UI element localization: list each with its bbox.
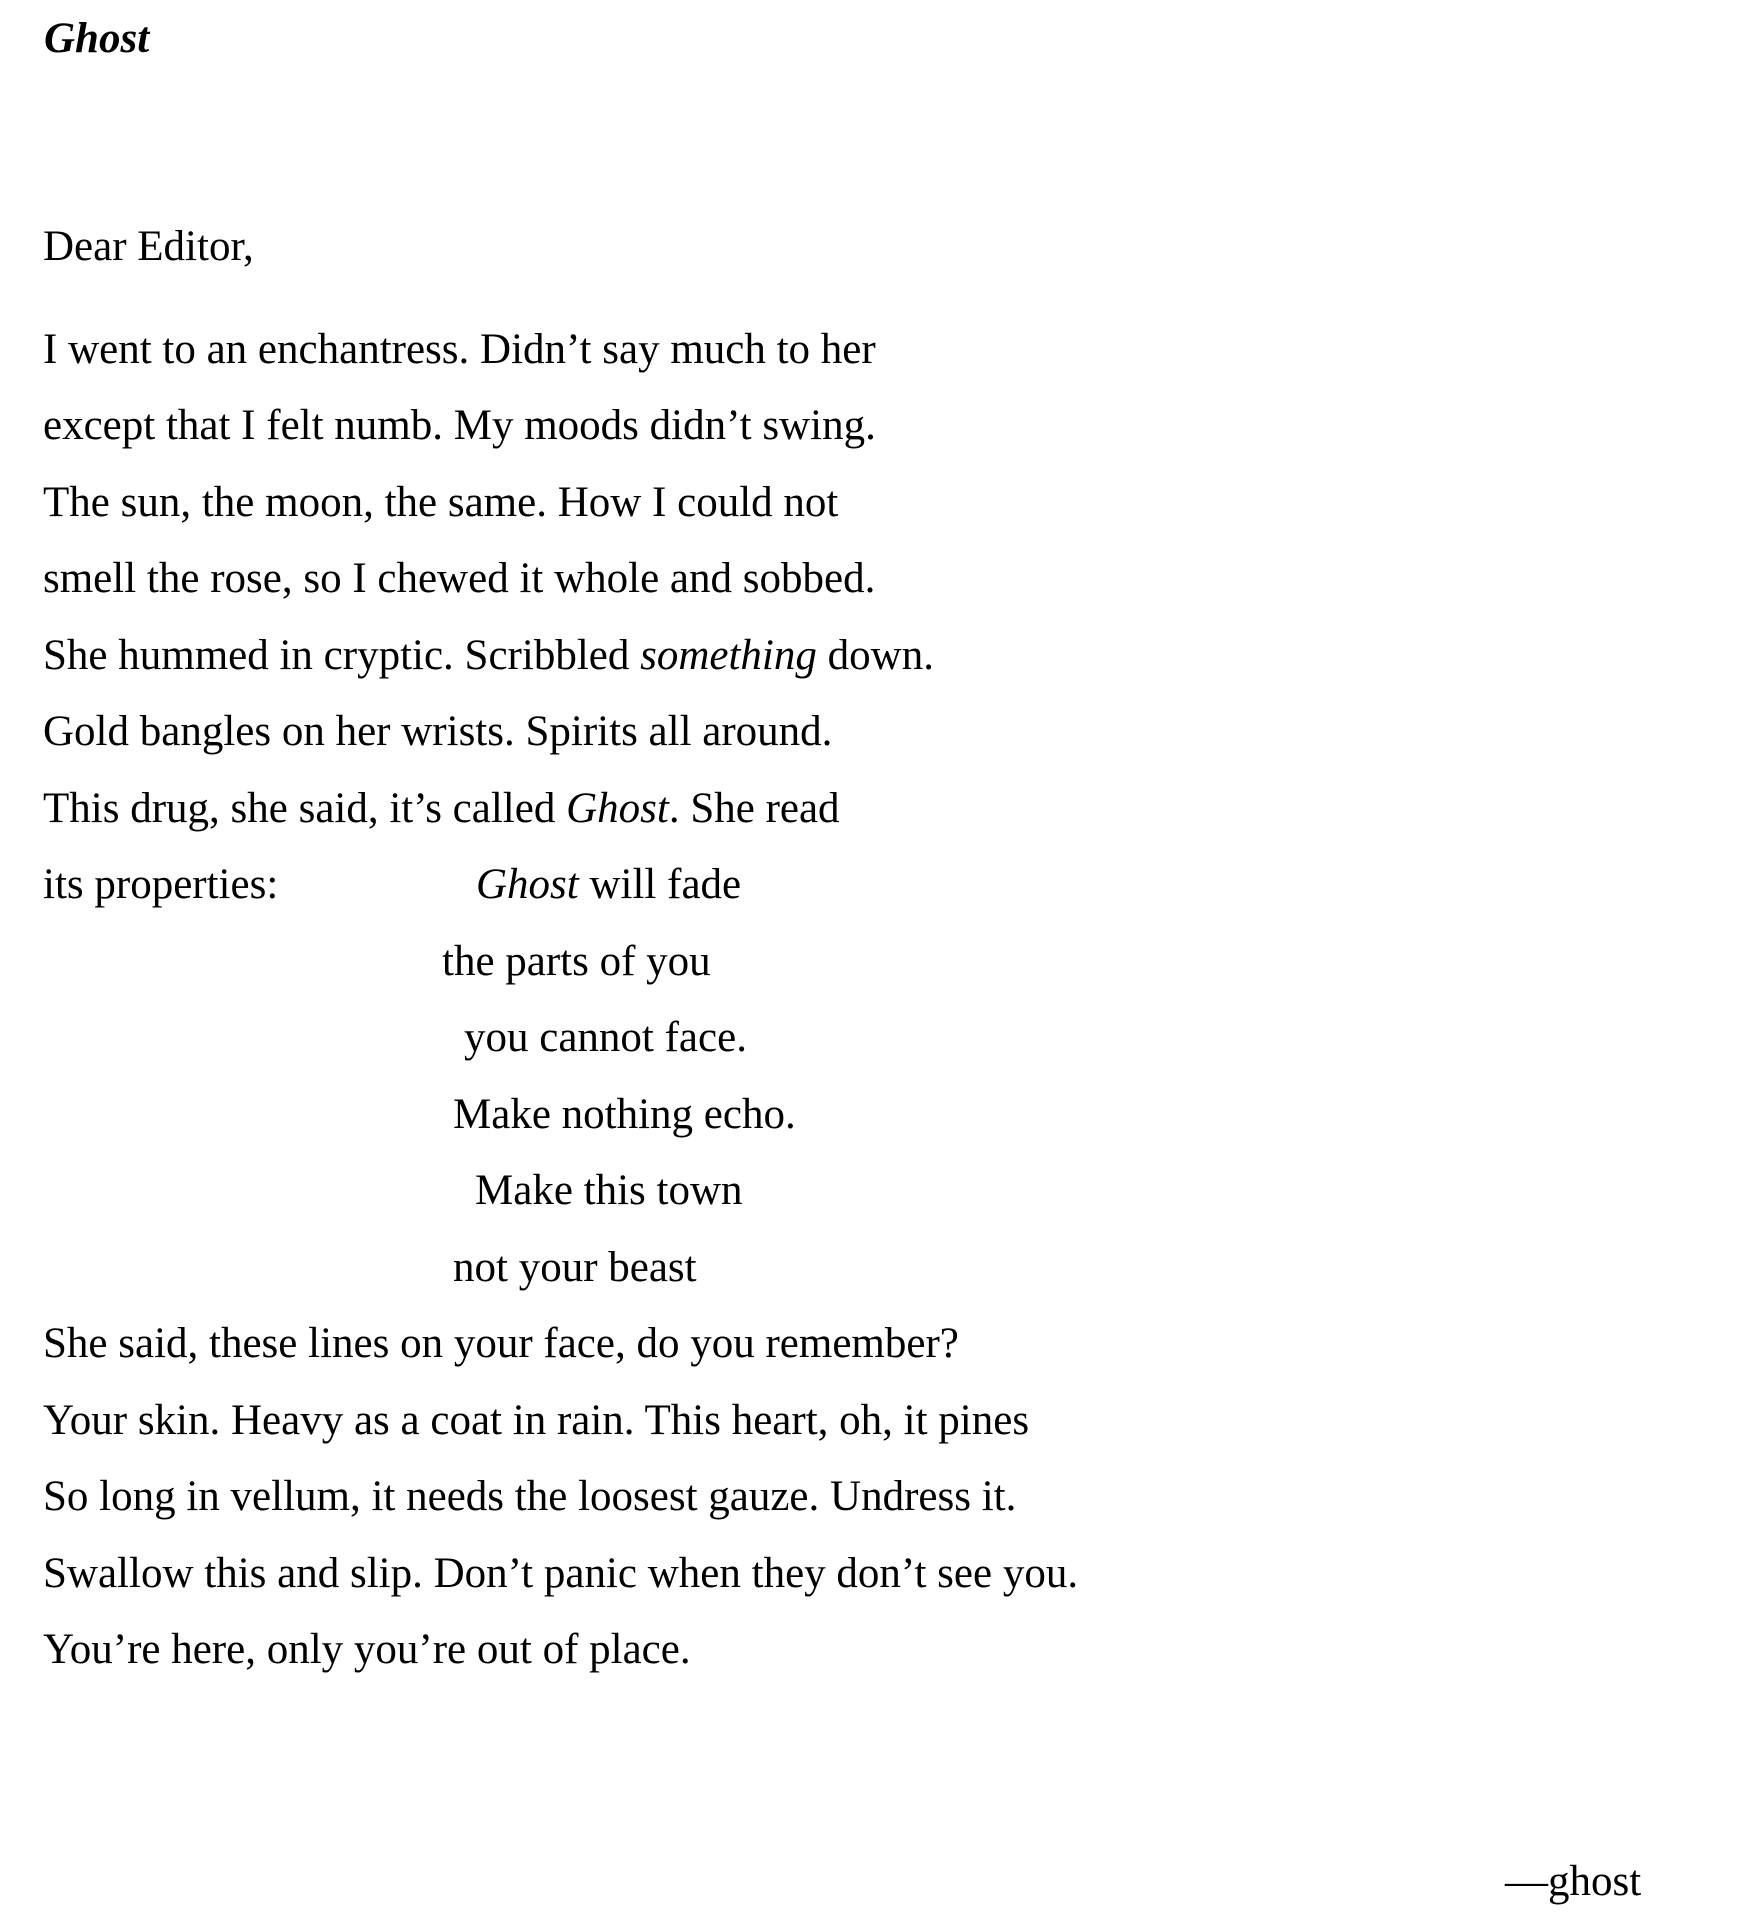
poem-line-9: the parts of you xyxy=(442,938,711,985)
poem-line-11: Make nothing echo. xyxy=(453,1091,796,1138)
poem-line-13: not your beast xyxy=(453,1244,697,1291)
signature: —ghost xyxy=(1505,1858,1642,1905)
poem-line-12: Make this town xyxy=(475,1167,743,1214)
poem-line-17: Swallow this and slip. Don’t panic when they don’t see you. xyxy=(43,1550,1079,1597)
poem-line-16: So long in vellum, it needs the loosest gauze. Undress it. xyxy=(43,1473,1017,1520)
poem-line-2: except that I felt numb. My moods didn’t swing. xyxy=(43,402,876,449)
poem-line-1: I went to an enchantress. Didn’t say much to her xyxy=(43,326,876,373)
poem-line-8-text-b: will fade xyxy=(578,861,742,908)
poem-line-5-italic: something xyxy=(640,632,817,679)
poem-line-5 xyxy=(43,634,934,677)
poem-line-7-italic: Ghost xyxy=(566,785,669,832)
poem-line-14: She said, these lines on your face, do you remember? xyxy=(43,1320,959,1367)
salutation: Dear Editor, xyxy=(43,223,254,270)
poem-line-15: Your skin. Heavy as a coat in rain. This heart, oh, it pines xyxy=(43,1397,1030,1444)
poem-line-18: You’re here, only you’re out of place. xyxy=(43,1626,691,1673)
poem-line-10: you cannot face. xyxy=(464,1014,747,1061)
poem-line-8-italic: Ghost xyxy=(476,861,579,908)
poem-line-8-start: its properties: xyxy=(43,861,279,908)
poem-line-5-text-b: down. xyxy=(816,632,934,679)
poem-line-7-text-b: . She read xyxy=(668,785,840,832)
poem-line-7-text-a: This drug, she said, it’s called xyxy=(43,785,567,832)
poem-line-8-end xyxy=(476,863,741,906)
poem-title: Ghost xyxy=(44,15,150,62)
poem-line-5-text-a: She hummed in cryptic. Scribbled xyxy=(43,632,641,679)
poem-line-7 xyxy=(43,787,840,830)
poem-line-6: Gold bangles on her wrists. Spirits all around. xyxy=(43,708,833,755)
poem-line-3: The sun, the moon, the same. How I could not xyxy=(43,479,839,526)
poem-line-4: smell the rose, so I chewed it whole and sobbed. xyxy=(43,555,876,602)
